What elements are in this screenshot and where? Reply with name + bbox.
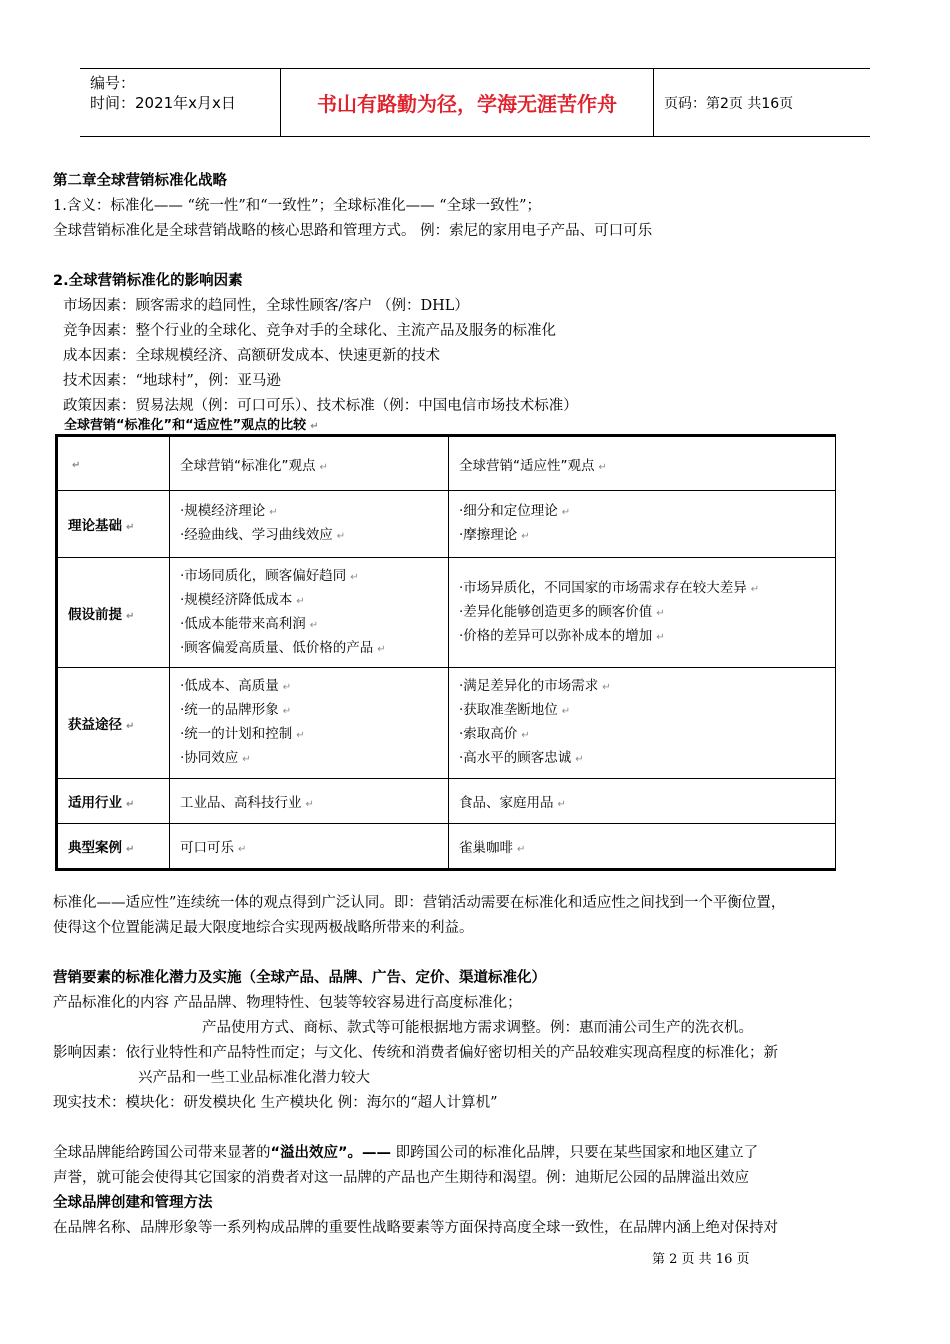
- definition-example: 全球营销标准化是全球营销战略的核心思路和管理方式。 例：索尼的家用电子产品、可口可乐: [53, 223, 653, 239]
- std-cell: ·规模经济理论 ↵ ·经验曲线、学习曲线效应 ↵: [170, 491, 449, 558]
- page-header: [80, 68, 870, 137]
- table-row: [57, 558, 836, 668]
- page-footer: 第 2 页 共 16 页: [652, 1252, 750, 1267]
- std-cell: ·低成本、高质量 ↵ ·统一的品牌形象 ↵ ·统一的计划和控制 ↵ ·协同效应 ↵: [170, 668, 449, 779]
- section-title: 全球品牌创建和管理方法: [53, 1195, 213, 1211]
- factor-item: 市场因素：顾客需求的趋同性，全球性顾客/客户 （例：DHL）: [63, 298, 469, 314]
- row-label: 理论基础 ↵: [57, 491, 170, 558]
- adp-cell: ·满足差异化的市场需求 ↵ ·获取准垄断地位 ↵ ·索取高价 ↵ ·高水平的顾客忠诚 ↵: [449, 668, 836, 779]
- adp-cell: 食品、家庭用品 ↵: [449, 779, 836, 824]
- table-row: [57, 824, 836, 870]
- chapter-title: 第二章全球营销标准化战略: [53, 173, 227, 189]
- adp-cell: ·细分和定位理论 ↵ ·摩擦理论 ↵: [449, 491, 836, 558]
- comparison-table: [55, 434, 836, 871]
- paragraph-line: 声誉，就可能会使得其它国家的消费者对这一品牌的产品也产生期待和渴望。例：迪斯尼公园的品牌溢出效应: [53, 1170, 749, 1186]
- table-title: 全球营销“标准化”和“适应性”观点的比较 ↵: [64, 418, 319, 433]
- paragraph-line: 产品使用方式、商标、款式等可能根据地方需求调整。例：惠而浦公司生产的洗衣机。: [202, 1020, 753, 1036]
- header-standardization: 全球营销“标准化”观点 ↵: [170, 436, 449, 491]
- paragraph-line: 产品标准化的内容 产品品牌、物理特性、包装等较容易进行高度标准化；: [53, 995, 522, 1011]
- spillover-term: “溢出效应”。——: [270, 1145, 392, 1161]
- paragraph-line: 现实技术：模块化：研发模块化 生产模块化 例：海尔的“超人计算机”: [53, 1095, 498, 1111]
- factor-item: 成本因素：全球规模经济、高额研发成本、快速更新的技术: [63, 348, 440, 364]
- row-label: 获益途径 ↵: [57, 668, 170, 779]
- adp-cell: 雀巢咖啡 ↵: [449, 824, 836, 870]
- section-title: 2.全球营销标准化的影响因素: [53, 273, 243, 289]
- paragraph-line: 影响因素：依行业特性和产品特性而定；与文化、传统和消费者偏好密切相关的产品较难实现高程度的标准化；新: [53, 1045, 778, 1061]
- time-label: 时间：2021年x月x日: [90, 94, 236, 112]
- page-info: 页码：第2页 共16页: [664, 95, 794, 112]
- paragraph-line: 使得这个位置能满足最大限度地综合实现两极战略所带来的利益。: [53, 920, 474, 936]
- paragraph-line: 在品牌名称、品牌形象等一系列构成品牌的重要性战略要素等方面保持高度全球一致性，在品牌内涵上绝对保持对: [53, 1220, 778, 1236]
- factor-item: 技术因素：“地球村”，例：亚马逊: [63, 373, 281, 389]
- std-cell: 可口可乐 ↵: [170, 824, 449, 870]
- table-row: [57, 668, 836, 779]
- row-label: 假设前提 ↵: [57, 558, 170, 668]
- definition-line: 1.含义：标准化—— “统一性”和“一致性”；全球标准化—— “全球一致性”；: [53, 198, 542, 214]
- header-adaptation: 全球营销“适应性”观点 ↵: [449, 436, 836, 491]
- table-row: [57, 779, 836, 824]
- paragraph-line: 全球品牌能给跨国公司带来显著的“溢出效应”。—— 即跨国公司的标准化品牌，只要在某些国家和地区建立了: [53, 1145, 759, 1161]
- row-label: 典型案例 ↵: [57, 824, 170, 870]
- motto: 书山有路勤为径，学海无涯苦作舟: [280, 69, 654, 136]
- std-cell: 工业品、高科技行业 ↵: [170, 779, 449, 824]
- paragraph-line: 兴产品和一些工业品标准化潜力较大: [138, 1070, 370, 1086]
- std-cell: ·市场同质化，顾客偏好趋同 ↵ ·规模经济降低成本 ↵ ·低成本能带来高利润 ↵ ·顾客偏爱高质量、低价格的产品 ↵: [170, 558, 449, 668]
- row-label: 适用行业 ↵: [57, 779, 170, 824]
- factor-item: 竞争因素：整个行业的全球化、竞争对手的全球化、主流产品及服务的标准化: [63, 323, 556, 339]
- table-header-row: [57, 436, 836, 491]
- adp-cell: ·市场异质化，不同国家的市场需求存在较大差异 ↵ ·差异化能够创造更多的顾客价值 ↵ ·价格的差异可以弥补成本的增加 ↵: [449, 558, 836, 668]
- section-title: 营销要素的标准化潜力及实施（全球产品、品牌、广告、定价、渠道标准化）: [53, 970, 546, 986]
- header-meta: [80, 69, 280, 136]
- corner-cell: ↵: [57, 436, 170, 491]
- table-row: [57, 491, 836, 558]
- number-label: 编号：: [90, 74, 136, 92]
- factor-item: 政策因素：贸易法规（例：可口可乐）、技术标准（例：中国电信市场技术标准）: [63, 398, 578, 414]
- paragraph-line: 标准化——适应性”连续统一体的观点得到广泛认同。即：营销活动需要在标准化和适应性之间找到一个平衡位置，: [53, 895, 786, 911]
